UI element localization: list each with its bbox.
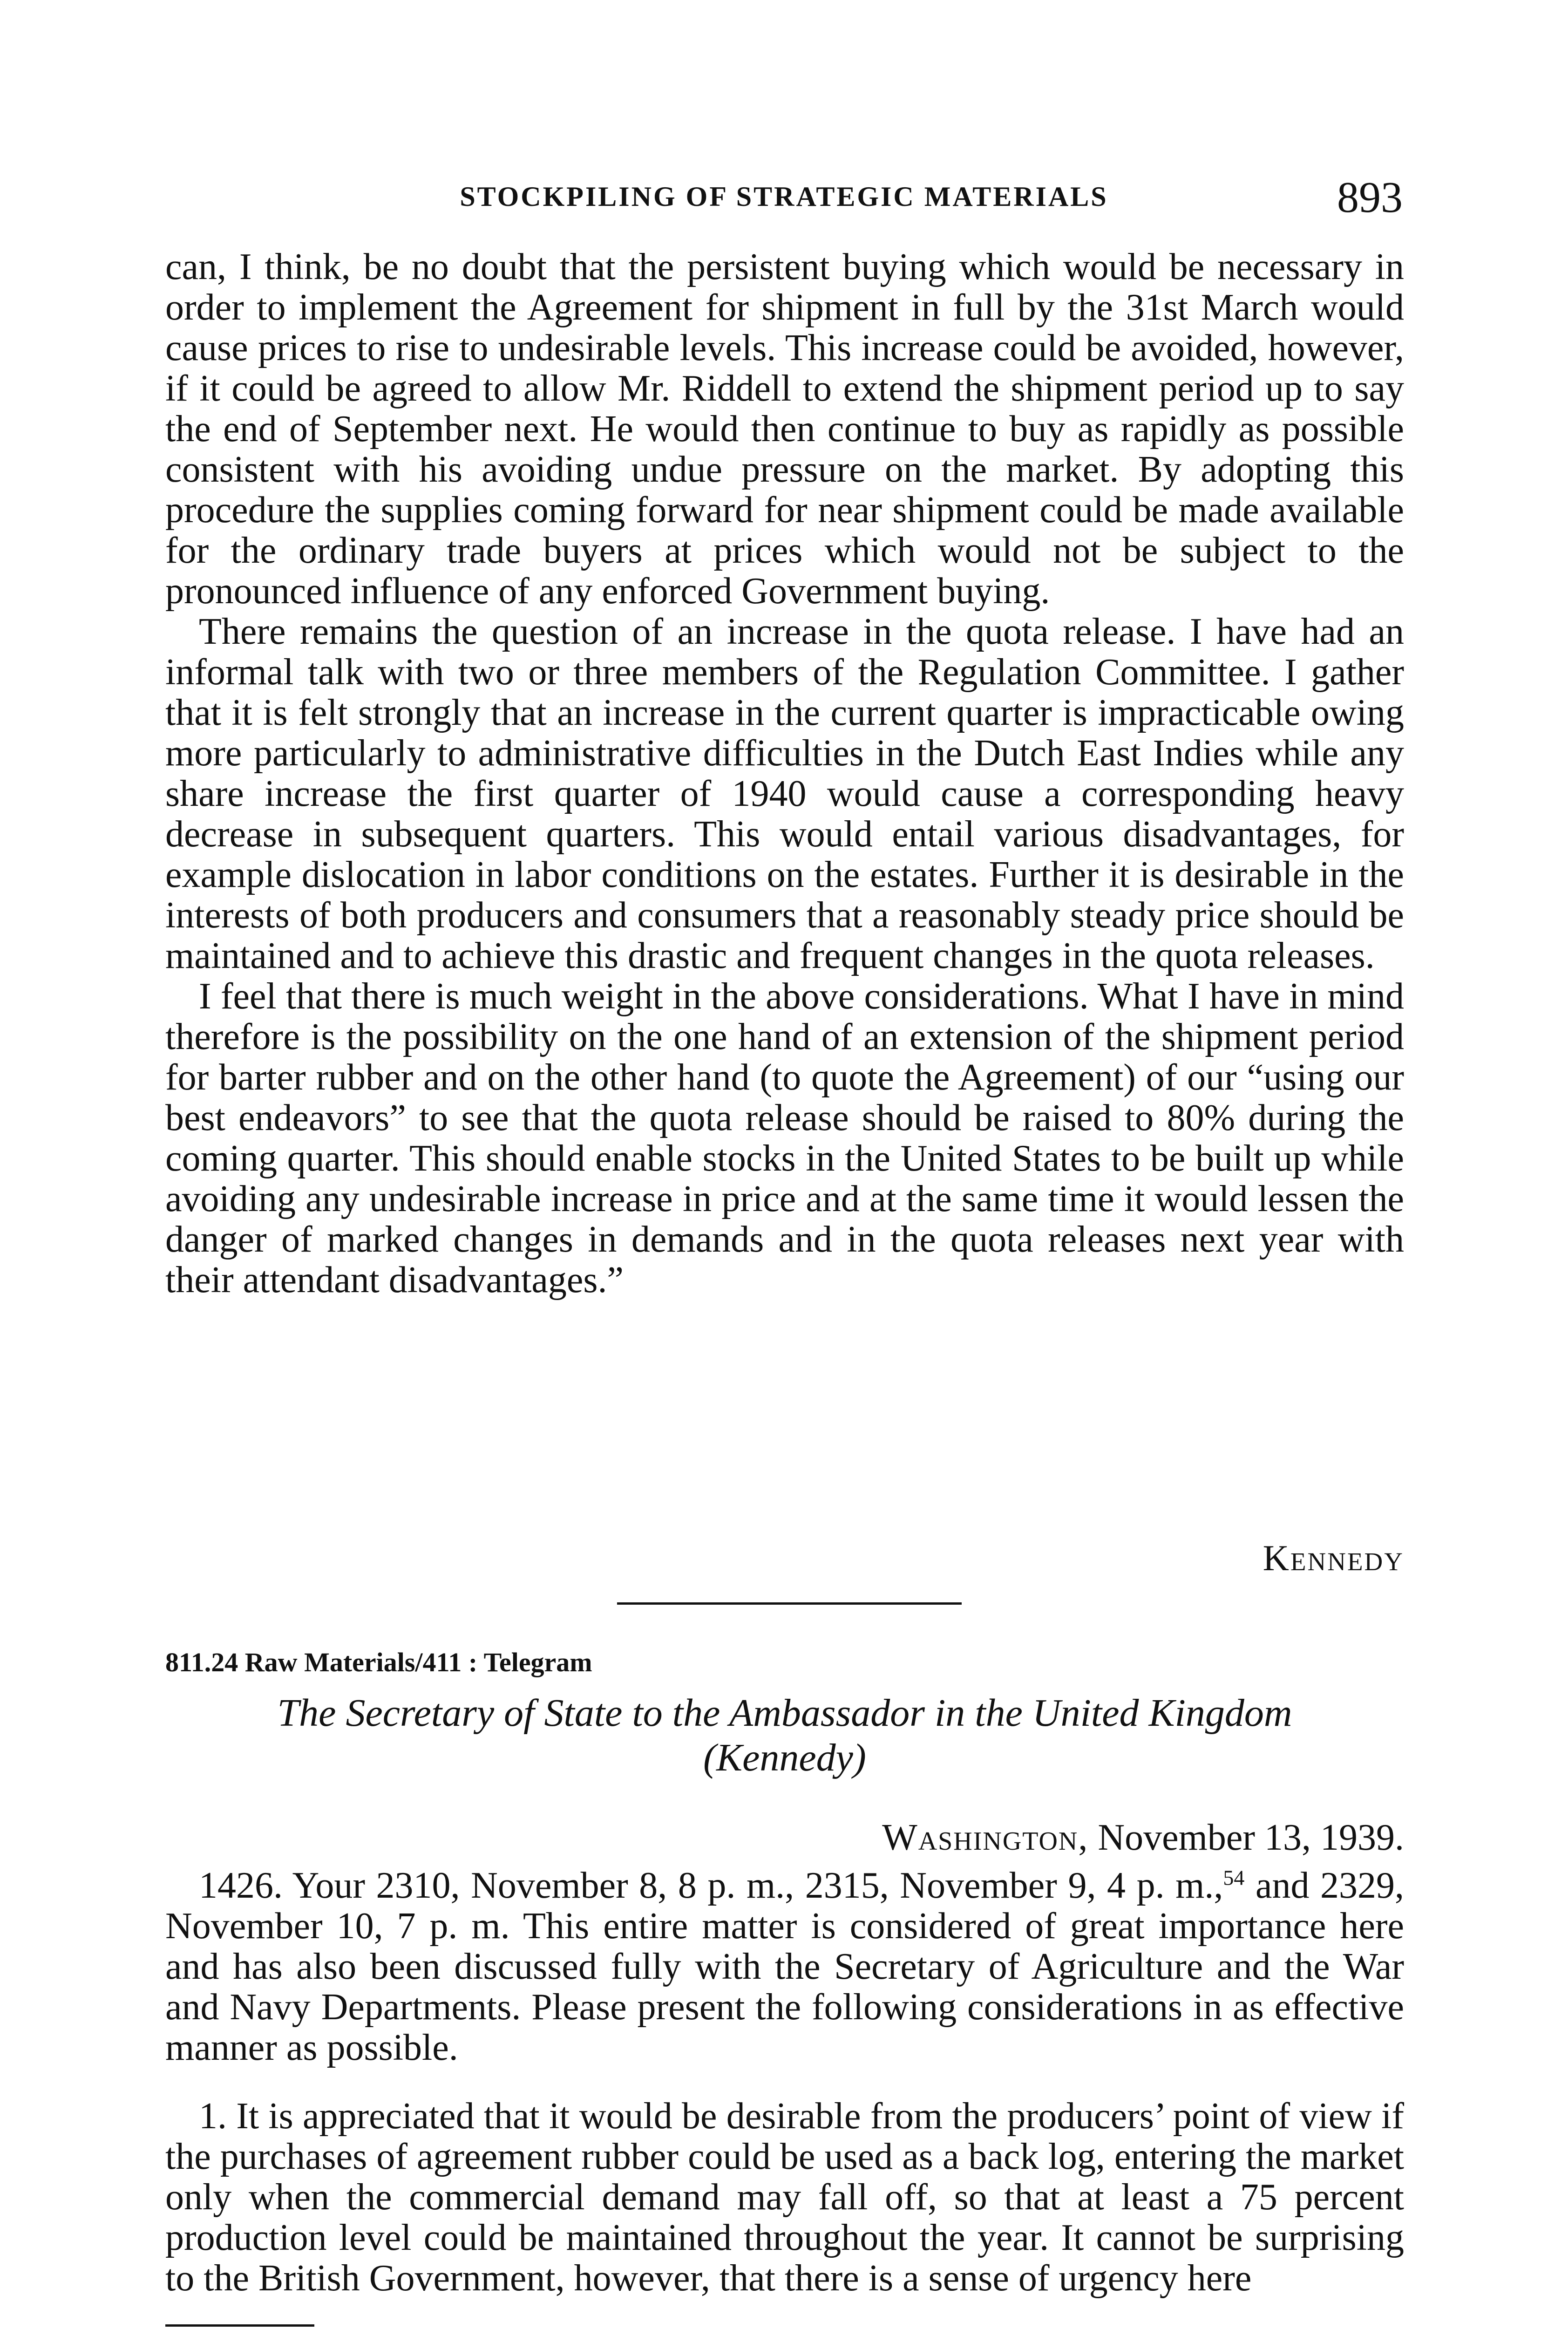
running-head <box>165 172 1403 224</box>
paragraph: There remains the question of an increase in the quota release. I have had an informal talk with two or three members of the Regulation Committee. I gather that it is felt strongly that an increase in the current quarter is impracticable owing more particularly to administrative difficulties in the Dutch East Indies while any share increase the first quarter of 1940 would cause a corresponding heavy decrease in subsequent quarters. This would entail various disadvantages, for example dislocation in labor conditions on the estates. Further it is desirable in the interests of both producers and consumers that a reasonably steady price should be maintained and to achieve this drastic and frequent changes in the quota releases. <box>165 611 1404 976</box>
file-reference: 811.24 Raw Materials/411 : Telegram <box>165 1647 592 1677</box>
dateline-date: November 13, 1939. <box>1098 1817 1404 1858</box>
telegram-text <box>165 1866 1404 2299</box>
heading-recipient: (Kennedy) <box>703 1736 866 1779</box>
document-heading <box>165 1691 1404 1780</box>
continued-letter-text <box>165 247 1404 1301</box>
paragraph <box>165 1866 1404 2068</box>
heading-line: The Secretary of State to the Ambassador in the United Kingdom <box>277 1691 1292 1735</box>
paragraph: can, I think, be no doubt that the persistent buying which would be necessary in order to implement the Agreement for shipment in full by the 31st March would cause prices to rise to undesirable levels. This increase could be avoided, however, if it could be agreed to allow Mr. Riddell to extend the shipment period up to say the end of September next. He would then continue to buy as rapidly as possible consistent with his avoiding undue pressure on the market. By adopting this procedure the supplies coming forward for near shipment could be made available for the ordinary trade buyers at prices which would not be subject to the pronounced influence of any enforced Government buying. <box>165 246 1404 612</box>
paragraph: 1. It is appreciated that it would be desirable from the producers’ point of view if the purchases of agreement rubber could be used as a back log, entering the market only when the commercial demand may fall off, so that at least a 75 percent production level could be maintained throughout the year. It cannot be surprising to the British Government, however, that there is a sense of urgency here <box>165 2096 1404 2299</box>
signature: Kennedy <box>1263 1538 1404 1578</box>
dateline-place: Washington, <box>882 1817 1089 1858</box>
footnote-divider <box>165 2324 314 2327</box>
paragraph-text: 1426. Your 2310, November 8, 8 p. m., 2315, November 9, 4 p. m., <box>199 1865 1223 1906</box>
section-divider <box>617 1602 962 1605</box>
page-number: 893 <box>1337 173 1403 222</box>
paragraph-text: and 2329, November 10, 7 p. m. This entire matter is considered of great importance here and has also been discussed fully with the Secretary of Agriculture and the War and Navy Departments. Please present the following considerations in as effective manner as possible. <box>165 1865 1405 2068</box>
running-title: STOCKPILING OF STRATEGIC MATERIALS <box>460 181 1108 212</box>
paragraph: I feel that there is much weight in the above considerations. What I have in mind therefore is the possibility on the one hand of an extension of the shipment period for barter rubber and on the other hand (to quote the Agreement) of our “using our best endeavors” to see that the quota release should be raised to 80% during the coming quarter. This should enable stocks in the United States to be built up while avoiding any undesirable increase in price and at the same time it would lessen the danger of marked changes in demands and in the quota releases next year with their attendant disadvantages.” <box>165 976 1404 1301</box>
dateline <box>882 1817 1404 1859</box>
footnote-reference: 54 <box>1223 1866 1245 1890</box>
